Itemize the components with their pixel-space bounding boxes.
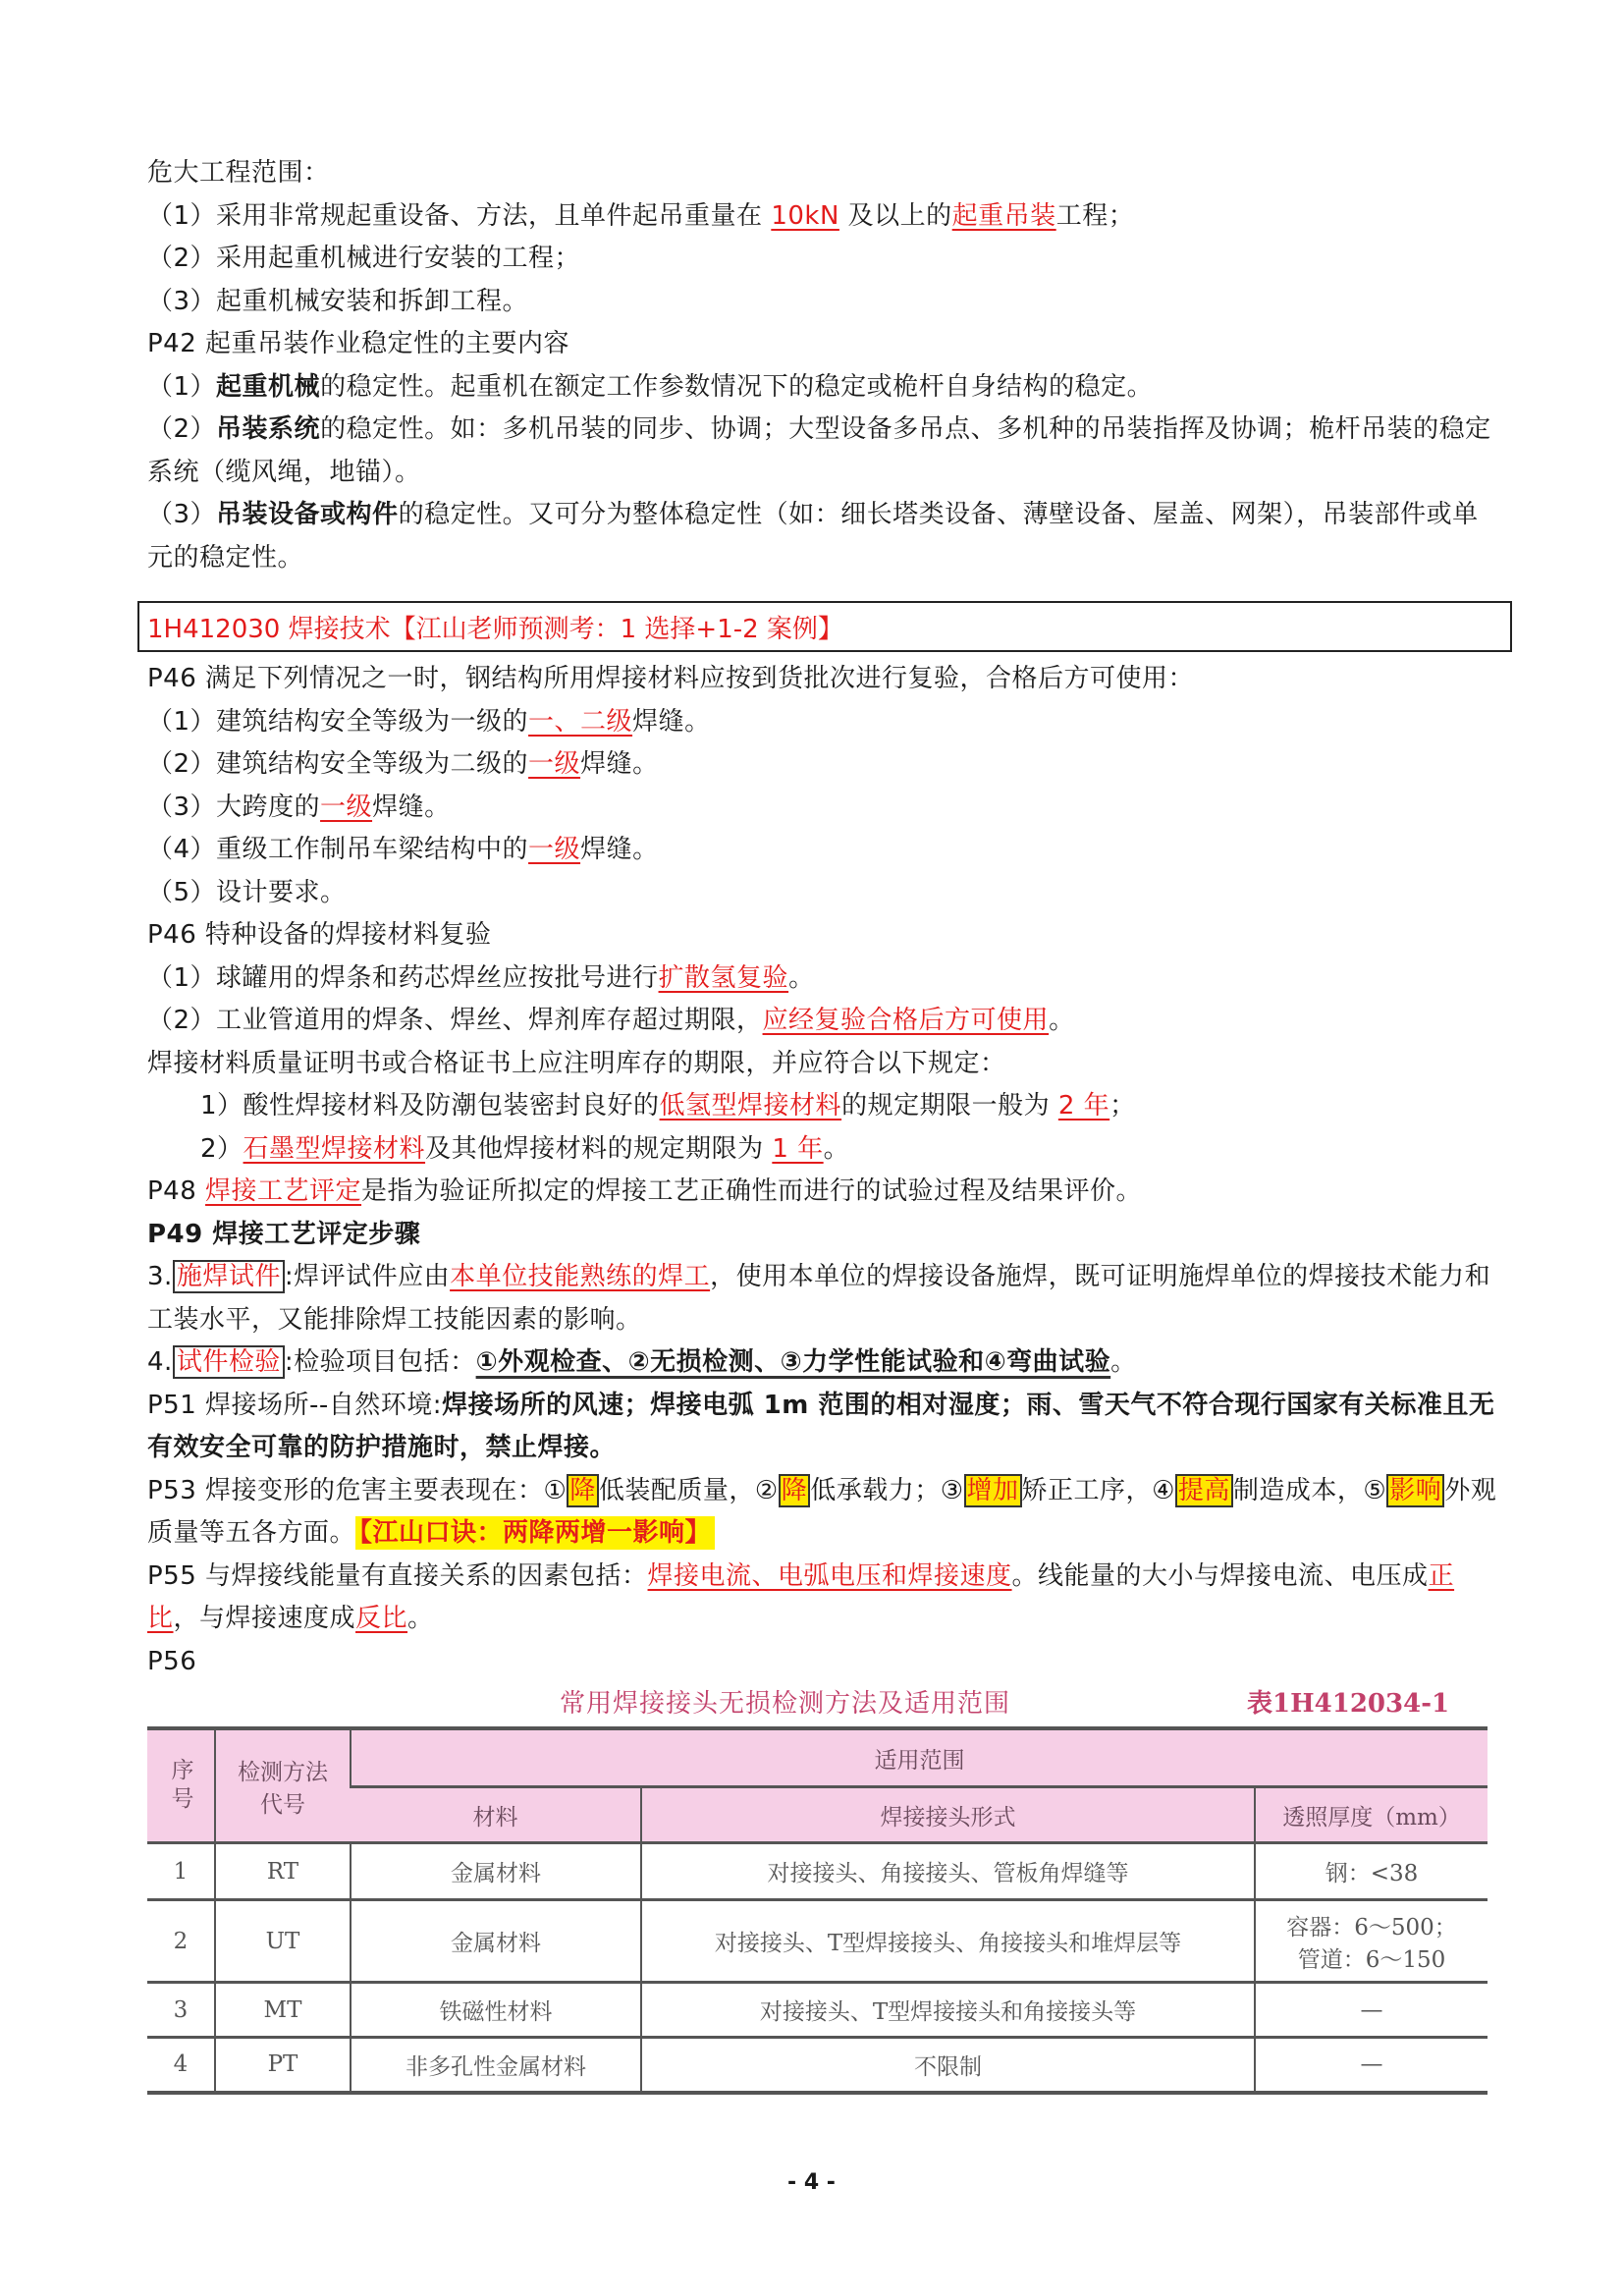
heading-p42: P42 起重吊装作业稳定性的主要内容 [147, 329, 570, 358]
col-seq: 序号 [147, 1728, 215, 1843]
boxed-term: 试件检验 [173, 1345, 285, 1379]
document-page [147, 152, 1502, 2135]
ndt-table-block: 常用焊接接头无损检测方法及适用范围 表1H412034-1 序号 检测方法代号 适用范围 材料 焊接接头形式 透照厚度（mm） 1 RT 金属材料 对接接头、角接接头、管板角焊缝等 钢：<38 2 UT 金属材料 对接接头、T型焊接接头、角接接头和堆焊层等 容器：6～500； 管道：6～150 3 MT 铁磁性材料 对接接头、T型焊接接头和角接接头等 — 4 PT 非多孔性金属材料 不限制 — [147, 1683, 1502, 2135]
ndt-table [147, 1726, 1488, 2095]
hazard-item-1: （1）采用非常规起重设备、方法，且单件起吊重量在 10kN 及以上的起重吊装工程； [147, 200, 1135, 231]
stability-item-1: （1）起重机械的稳定性。起重机在额定工作参数情况下的稳定或桅杆自身结构的稳定。 [147, 371, 1154, 402]
table-row: 1 RT 金属材料 对接接头、角接接头、管板角焊缝等 钢：<38 [147, 1843, 1488, 1900]
special-item-1: （1）球罐用的焊条和药芯焊丝应按批号进行扩散氢复验。 [147, 962, 815, 993]
recheck-item-1: （1）建筑结构安全等级为一级的一、二级焊缝。 [147, 706, 711, 737]
stability-item-2: （2）吊装系统的稳定性。如：多机吊装的同步、协调；大型设备多吊点、多机种的吊装指挥及协调；桅杆吊装的稳定系统（缆风绳，地锚）。 [147, 414, 1491, 487]
highlight-10kn: 10kN [771, 200, 839, 231]
storage-rule-2: 2）石墨型焊接材料及其他焊接材料的规定期限为 1 年。 [200, 1133, 850, 1164]
recheck-item-3: （3）大跨度的一级焊缝。 [147, 792, 451, 822]
table-row: 3 MT 铁磁性材料 对接接头、T型焊接接头和角接接头等 — [147, 1983, 1488, 2038]
page-number: - 4 - [787, 2170, 836, 2195]
col-thickness: 透照厚度（mm） [1255, 1787, 1488, 1843]
hazard-item-2: （2）采用起重机械进行安装的工程； [147, 244, 581, 273]
p55-line-energy: P55 与焊接线能量有直接关系的因素包括：焊接电流、电弧电压和焊接速度。线能量的大小与焊接电流、电压成正比，与焊接速度成反比。 [147, 1560, 1455, 1633]
p56-label: P56 [147, 1646, 197, 1676]
boxed-term: 施焊试件 [173, 1260, 285, 1293]
special-item-2: （2）工业管道用的焊条、焊丝、焊剂库存超过期限，应经复验合格后方可使用。 [147, 1006, 1075, 1035]
recheck-item-4: （4）重级工作制吊车梁结构中的一级焊缝。 [147, 835, 659, 864]
stability-item-3: （3）吊装设备或构件的稳定性。又可分为整体稳定性（如：细长塔类设备、薄壁设备、屋盖、网架），吊装部件或单元的稳定性。 [147, 500, 1479, 573]
table-row: 2 UT 金属材料 对接接头、T型焊接接头、角接接头和堆焊层等 容器：6～500； 管道：6～150 [147, 1900, 1488, 1983]
storage-rule-1: 1）酸性焊接材料及防潮包装密封良好的低氢型焊接材料的规定期限一般为 2 年； [200, 1091, 1136, 1121]
section-header-welding: 1H412030 焊接技术【江山老师预测考：1 选择+1-2 案例】 [137, 601, 1512, 652]
p49-step-3: 3. 施焊试件 :焊评试件应由本单位技能熟练的焊工，使用本单位的焊接设备施焊，既可证明施焊单位的焊接技术能力和工装水平，又能排除焊工技能因素的影响。 [147, 1262, 1491, 1335]
col-material: 材料 [351, 1787, 641, 1843]
heading-p49: P49 焊接工艺评定步骤 [147, 1219, 421, 1249]
col-joint: 焊接接头形式 [641, 1787, 1255, 1843]
table-row: 4 PT 非多孔性金属材料 不限制 — [147, 2038, 1488, 2093]
storage-note: 焊接材料质量证明书或合格证书上应注明库存的期限，并应符合以下规定： [147, 1048, 1006, 1078]
heading-p46-recheck: P46 满足下列情况之一时，钢结构所用焊接材料应按到货批次进行复验，合格后方可使用： [147, 664, 1195, 693]
col-scope: 适用范围 [351, 1728, 1488, 1787]
p51-environment: P51 焊接场所--自然环境:焊接场所的风速；焊接电弧 1m 范围的相对湿度；雨、雪天气不符合现行国家有关标准且无有效安全可靠的防护措施时，禁止焊接。 [147, 1390, 1495, 1462]
col-code: 检测方法代号 [215, 1728, 351, 1843]
p53-deformation: P53 焊接变形的危害主要表现在：① 降 低装配质量，② 降 低承载力；③ 增加 矫正工序，④ 提高 制造成本，⑤ 影响 外观质量等五各方面。 【江山口诀：两降两增一影响】 [147, 1475, 1497, 1548]
recheck-item-2: （2）建筑结构安全等级为二级的一级焊缝。 [147, 749, 659, 779]
recheck-item-5: （5）设计要求。 [147, 877, 347, 907]
heading-hazard-scope: 危大工程范围： [147, 158, 330, 188]
hazard-item-3: （3）起重机械安装和拆卸工程。 [147, 286, 529, 316]
highlight-lifting: 起重吊装 [951, 200, 1056, 231]
p49-step-4: 4. 试件检验 :检验项目包括：①外观检查、②无损检测、③力学性能试验和④弯曲试验。 [147, 1347, 1137, 1377]
heading-p46-special: P46 特种设备的焊接材料复验 [147, 920, 492, 950]
p48-definition: P48 焊接工艺评定是指为验证所拟定的焊接工艺正确性而进行的试验过程及结果评价。 [147, 1176, 1143, 1206]
mnemonic-badge: 【江山口诀：两降两增一影响】 [355, 1516, 715, 1550]
